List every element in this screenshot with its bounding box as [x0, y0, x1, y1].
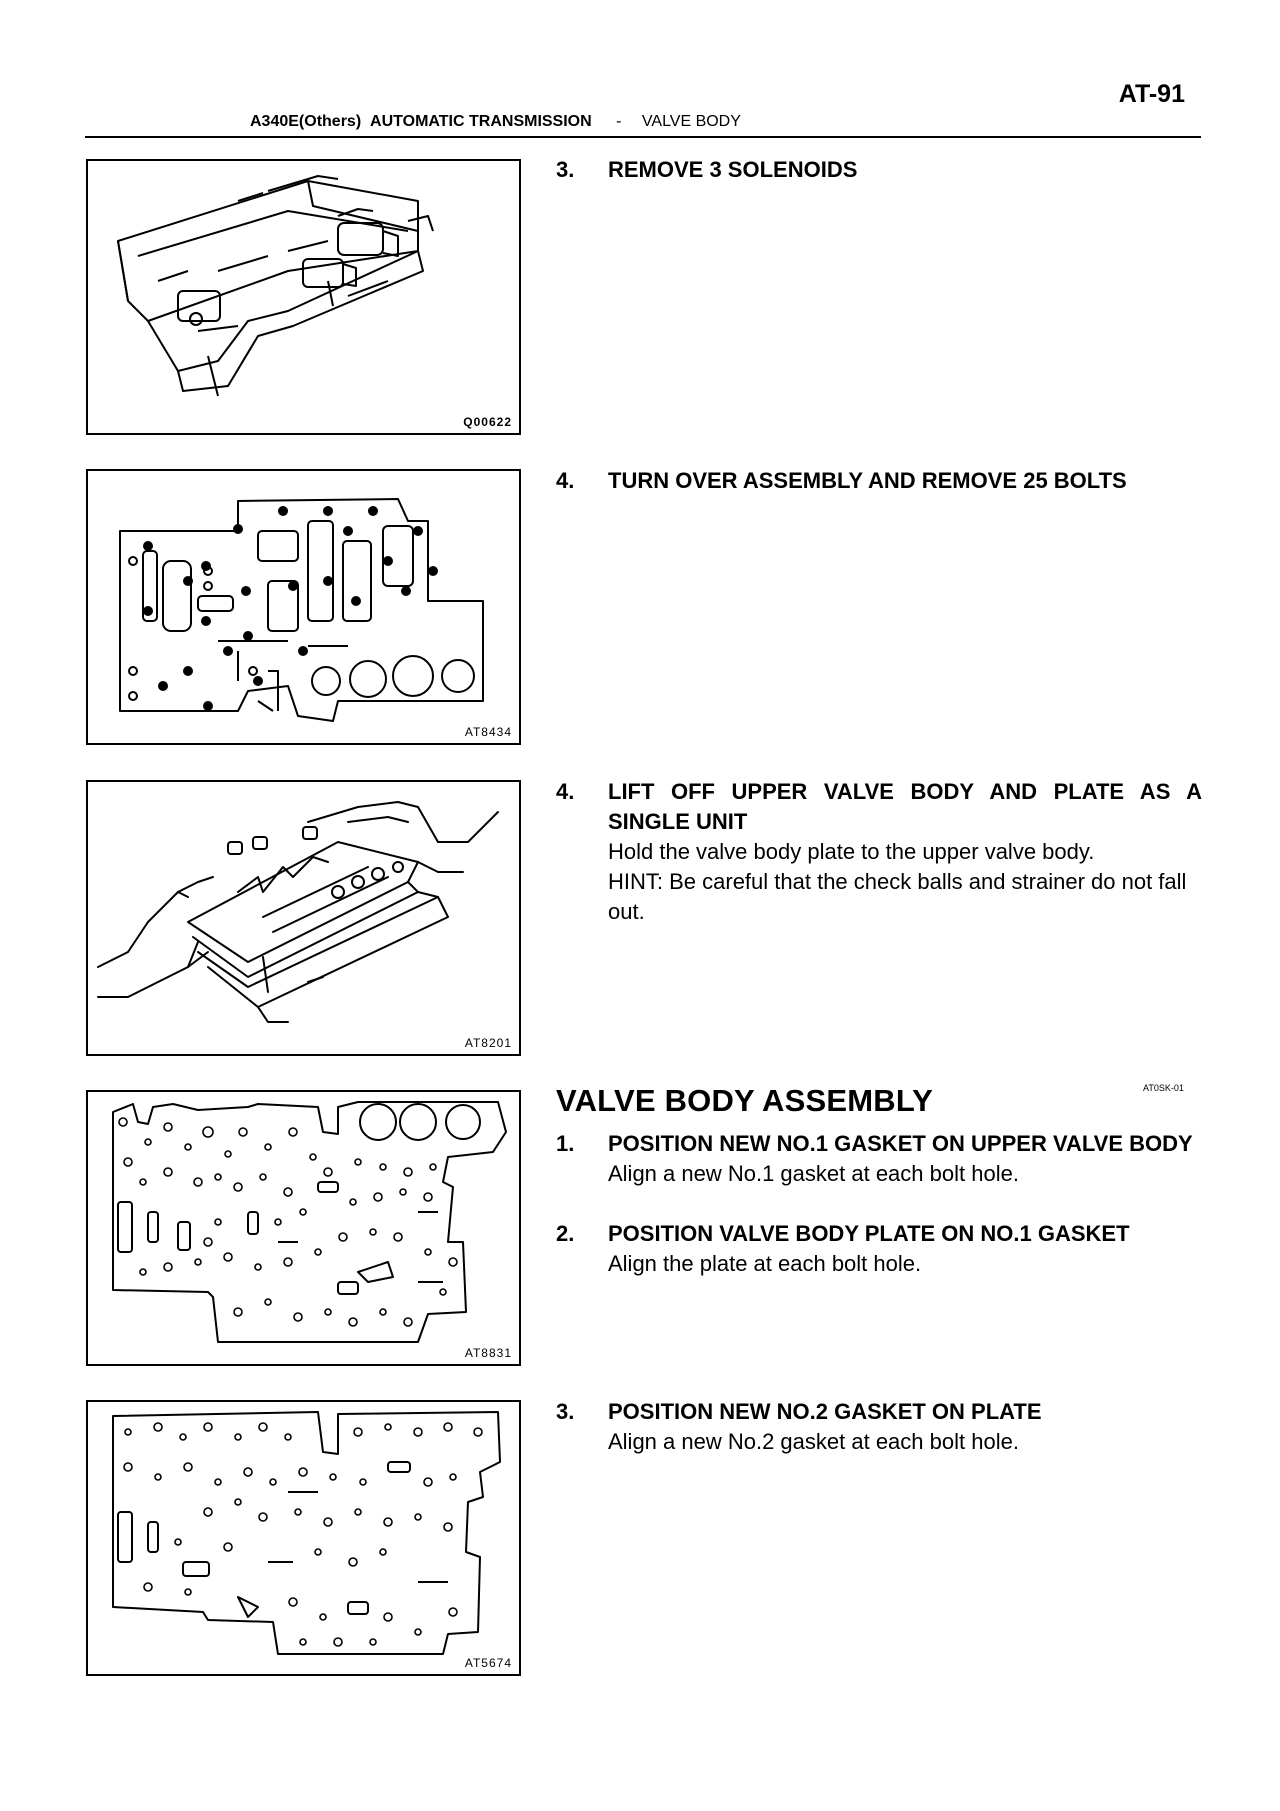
assembly-step-no2-gasket [556, 1397, 1202, 1457]
step-heading: POSITION VALVE BODY PLATE ON NO.1 GASKET [608, 1221, 1130, 1246]
assembly-step-no1-gasket [556, 1129, 1202, 1189]
section-code: AT0SK-01 [1143, 1083, 1184, 1093]
step-text: Align the plate at each bolt hole. [608, 1251, 922, 1276]
step-text: Align a new No.1 gasket at each bolt hole. [608, 1161, 1019, 1186]
lift-off-illustration [88, 782, 519, 1054]
step-text: Hold the valve body plate to the upper valve body. [608, 839, 1095, 864]
step-lift-off-upper-valve-body [556, 777, 1202, 927]
step-number: 4. [556, 468, 575, 493]
figure-solenoids [86, 159, 521, 435]
step-hint: HINT: Be careful that the check balls and strainer do not fall out. [608, 869, 1187, 924]
step-heading: POSITION NEW NO.1 GASKET ON UPPER VALVE BODY [608, 1131, 1193, 1156]
step-number: 4. [556, 779, 575, 804]
figure-no2-gasket [86, 1400, 521, 1676]
bolts-illustration [88, 471, 519, 743]
section-title: VALVE BODY ASSEMBLY [556, 1083, 934, 1118]
solenoid-illustration [88, 161, 519, 433]
no2-gasket-illustration [88, 1402, 519, 1674]
assembly-step-valve-body-plate [556, 1219, 1202, 1279]
figure-id: AT8201 [464, 1036, 512, 1050]
step-heading: POSITION NEW NO.2 GASKET ON PLATE [608, 1399, 1042, 1424]
step-number: 3. [556, 1399, 575, 1424]
figure-id: AT8831 [464, 1346, 512, 1360]
header-title: AUTOMATIC TRANSMISSION [370, 113, 592, 130]
figure-lift-off [86, 780, 521, 1056]
step-number: 3. [556, 157, 575, 182]
header-section: VALVE BODY [641, 113, 741, 130]
step-remove-solenoids [556, 155, 1202, 185]
step-number: 2. [556, 1221, 575, 1246]
step-text: Align a new No.2 gasket at each bolt hole. [608, 1429, 1019, 1454]
figure-id: Q00622 [463, 415, 512, 429]
no1-gasket-illustration [88, 1092, 519, 1364]
figure-no1-gasket [86, 1090, 521, 1366]
figure-bolts [86, 469, 521, 745]
step-heading: REMOVE 3 SOLENOIDS [608, 157, 858, 182]
step-heading: LIFT OFF UPPER VALVE BODY AND PLATE AS A SINGLE UNIT [608, 779, 1202, 834]
step-heading: TURN OVER ASSEMBLY AND REMOVE 25 BOLTS [608, 468, 1127, 493]
header-model: A340E(Others) [250, 113, 362, 130]
figure-id: AT5674 [464, 1656, 512, 1670]
running-header [250, 113, 741, 131]
page-number: AT-91 [1118, 80, 1185, 108]
figure-id: AT8434 [464, 725, 512, 739]
header-separator: - [616, 113, 622, 130]
step-remove-bolts [556, 466, 1202, 496]
step-number: 1. [556, 1131, 575, 1156]
header-rule [85, 136, 1201, 138]
